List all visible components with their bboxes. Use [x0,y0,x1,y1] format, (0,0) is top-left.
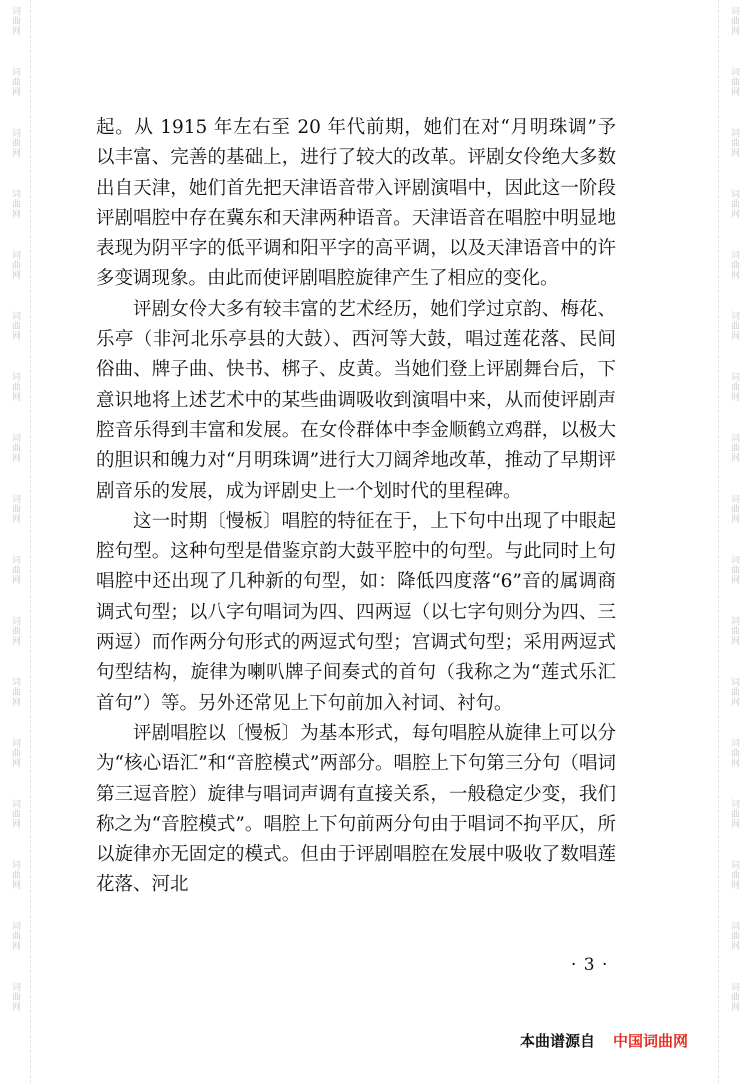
watermark-text: 词曲网 [10,799,20,829]
watermark-text: 词曲网 [10,128,20,158]
watermark-text: 词曲网 [729,189,739,219]
page-number: · 3 · [571,955,609,975]
watermark-text: 词曲网 [729,921,739,951]
watermark-text: 词曲网 [729,250,739,280]
watermark-text: 词曲网 [729,860,739,890]
watermark-text: 词曲网 [10,311,20,341]
watermark-text: 词曲网 [10,494,20,524]
right-watermark-column [723,0,745,1083]
paragraph-2: 评剧女伶大多有较丰富的艺术经历，她们学过京韵、梅花、乐亭（非河北乐亭县的大鼓）、西河等大鼓，唱过莲花落、民间俗曲、牌子曲、快书、梆子、皮黄。当她们登上评剧舞台后，下意识地将上述艺术中的某些曲调吸收到演唱中来，从而使评剧声腔音乐得到丰富和发展。在女伶群体中李金顺鹤立鸡群，以极大的胆识和魄力对“月明珠调”进行大刀阔斧地改革，推动了早期评剧音乐的发展，成为评剧史上一个划时代的里程碑。 [96,298,616,502]
watermark-text: 词曲网 [729,677,739,707]
right-margin-line [718,0,719,1083]
watermark-text: 词曲网 [10,677,20,707]
watermark-text: 词曲网 [10,616,20,646]
watermark-text: 词曲网 [10,189,20,219]
paragraph-1: 起。从 1915 年左右至 20 年代前期，她们在对“月明珠调”予以丰富、完善的基础上，进行了较大的改革。评剧女伶绝大多数出自天津，她们首先把天津语音带入评剧演唱中，因此这一阶段评剧唱腔中存在冀东和天津两种语音。天津语音在唱腔中明显地表现为阴平字的低平调和阳平字的高平调，以及天津语音中的许多变调现象。由此而使评剧唱腔旋律产生了相应的变化。 [96,117,616,290]
watermark-text: 词曲网 [10,67,20,97]
watermark-text: 词曲网 [729,494,739,524]
watermark-text: 词曲网 [10,372,20,402]
watermark-text: 词曲网 [10,6,20,36]
watermark-text: 词曲网 [10,860,20,890]
source-label: 本曲谱源自 [520,1032,596,1050]
watermark-text: 词曲网 [729,6,739,36]
watermark-text: 词曲网 [10,433,20,463]
page-body [96,113,616,901]
watermark-text: 词曲网 [729,311,739,341]
source-footer [520,1030,688,1051]
left-margin-line [30,0,31,1083]
paragraph-4: 评剧唱腔以〔慢板〕为基本形式，每句唱腔从旋律上可以分为“核心语汇”和“音腔模式”两部分。唱腔上下句第三分句（唱词第三逗音腔）旋律与唱词声调有直接关系，一般稳定少变，我们称之为“音腔模式”。唱腔上下句前两分句由于唱词不拘平仄，所以旋律亦无固定的模式。但由于评剧唱腔在发展中吸收了数唱莲花落、河北 [96,722,616,896]
watermark-text: 词曲网 [729,433,739,463]
watermark-text: 词曲网 [729,372,739,402]
watermark-text: 词曲网 [729,738,739,768]
watermark-text: 词曲网 [729,67,739,97]
watermark-text: 词曲网 [729,555,739,585]
brand-link[interactable]: 中国词曲网 [613,1032,689,1050]
watermark-text: 词曲网 [10,555,20,585]
paragraph-3: 这一时期〔慢板〕唱腔的特征在于，上下句中出现了中眼起腔句型。这种句型是借鉴京韵大鼓平腔中的句型。与此同时上句唱腔中还出现了几种新的句型，如：降低四度落“6”音的属调商调式句型；以八字句唱词为四、四两逗（以七字句则分为四、三两逗）而作两分句形式的两逗式句型；宫调式句型；采用两逗式句型结构，旋律为喇叭牌子间奏式的首句（我称之为“莲式乐汇首句”）等。另外还常见上下句前加入衬词、衬句。 [96,510,616,714]
watermark-text: 词曲网 [10,921,20,951]
watermark-text: 词曲网 [729,128,739,158]
watermark-text: 词曲网 [729,616,739,646]
watermark-text: 词曲网 [10,982,20,1012]
watermark-text: 词曲网 [10,250,20,280]
watermark-text: 词曲网 [10,738,20,768]
watermark-text: 词曲网 [729,799,739,829]
left-watermark-column [4,0,26,1083]
watermark-text: 词曲网 [729,982,739,1012]
